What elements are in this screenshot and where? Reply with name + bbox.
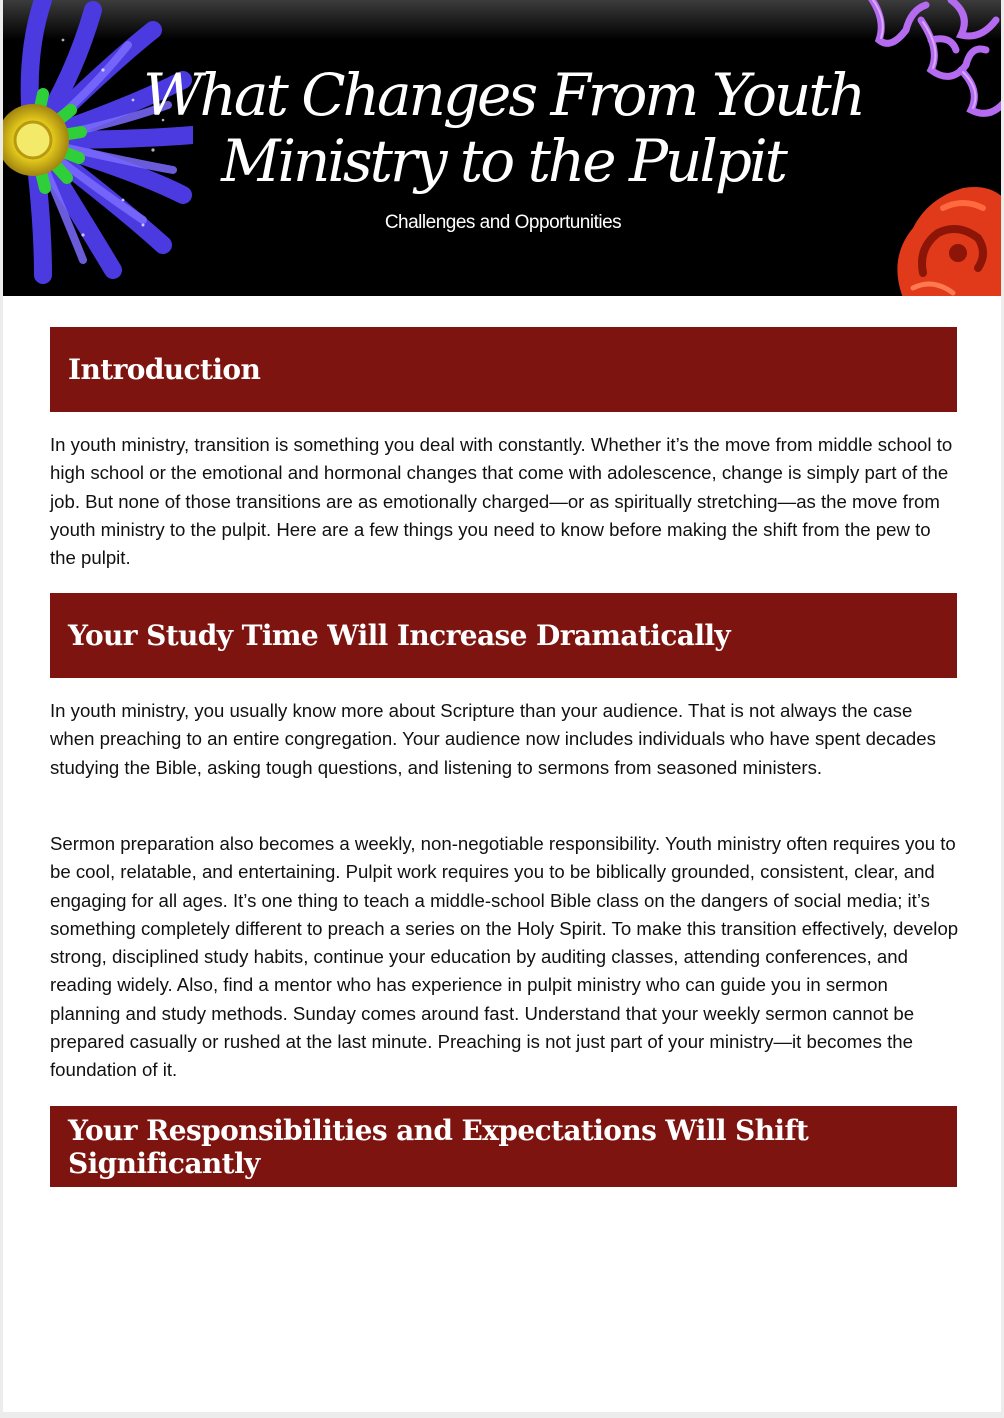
paragraph: Sermon preparation also becomes a weekly, non-negotiable responsibility. Youth ministry often requires you to be cool, relatable, and entertaining. Pulpit work requires you to be biblically grounded, consistent, clear, and engaging for all ages. It’s one thing to teach a middle-school Bible class on the dangers of social media; it’s something completely different to preach a series on the Holy Spirit. To make this transition effectively, develop strong, disciplined study habits, continue your education by auditing classes, attending conferences, and reading widely. Also, find a mentor who has experience in pulpit ministry who can guide you in sermon planning and study methods. Sunday comes around fast. Understand that your weekly sermon cannot be prepared casually or rushed at the last minute. Preaching is not just part of your ministry—it becomes the foundation of it. (50, 833, 959, 1081)
section-heading-introduction (50, 327, 957, 412)
document-page (3, 0, 1001, 1412)
section-heading-text: Introduction (68, 353, 261, 386)
page-subtitle: Challenges and Opportunities (384, 212, 622, 233)
paragraph: In youth ministry, you usually know more about Scripture than your audience. That is not always the case when preaching to an entire congregation. Your audience now includes individuals who have spent decades studying the Bible, asking tough questions, and listening to sermons from seasoned ministers. (50, 700, 936, 778)
header-banner (3, 0, 1001, 296)
section-heading-responsibilities (50, 1106, 957, 1187)
section-heading-text: Your Responsibilities and Expectations Will Shift Significantly (68, 1113, 809, 1180)
paragraph: In youth ministry, transition is something you deal with constantly. Whether it’s the move from middle school to high school or the emotional and hormonal changes that come with adolescence, change is simply part of the job. But none of those transitions are as emotionally charged—or as spiritually stretching—as the move from youth ministry to the pulpit. Here are a few things you need to know before making the shift from the pew to the pulpit. (50, 434, 953, 569)
red-coral-icon (883, 168, 1001, 296)
page-title: What Changes From Youth Ministry to the Pulpit (142, 61, 864, 195)
section-heading-text: Your Study Time Will Increase Dramatically (68, 619, 731, 652)
section-heading-study-time (50, 593, 957, 678)
